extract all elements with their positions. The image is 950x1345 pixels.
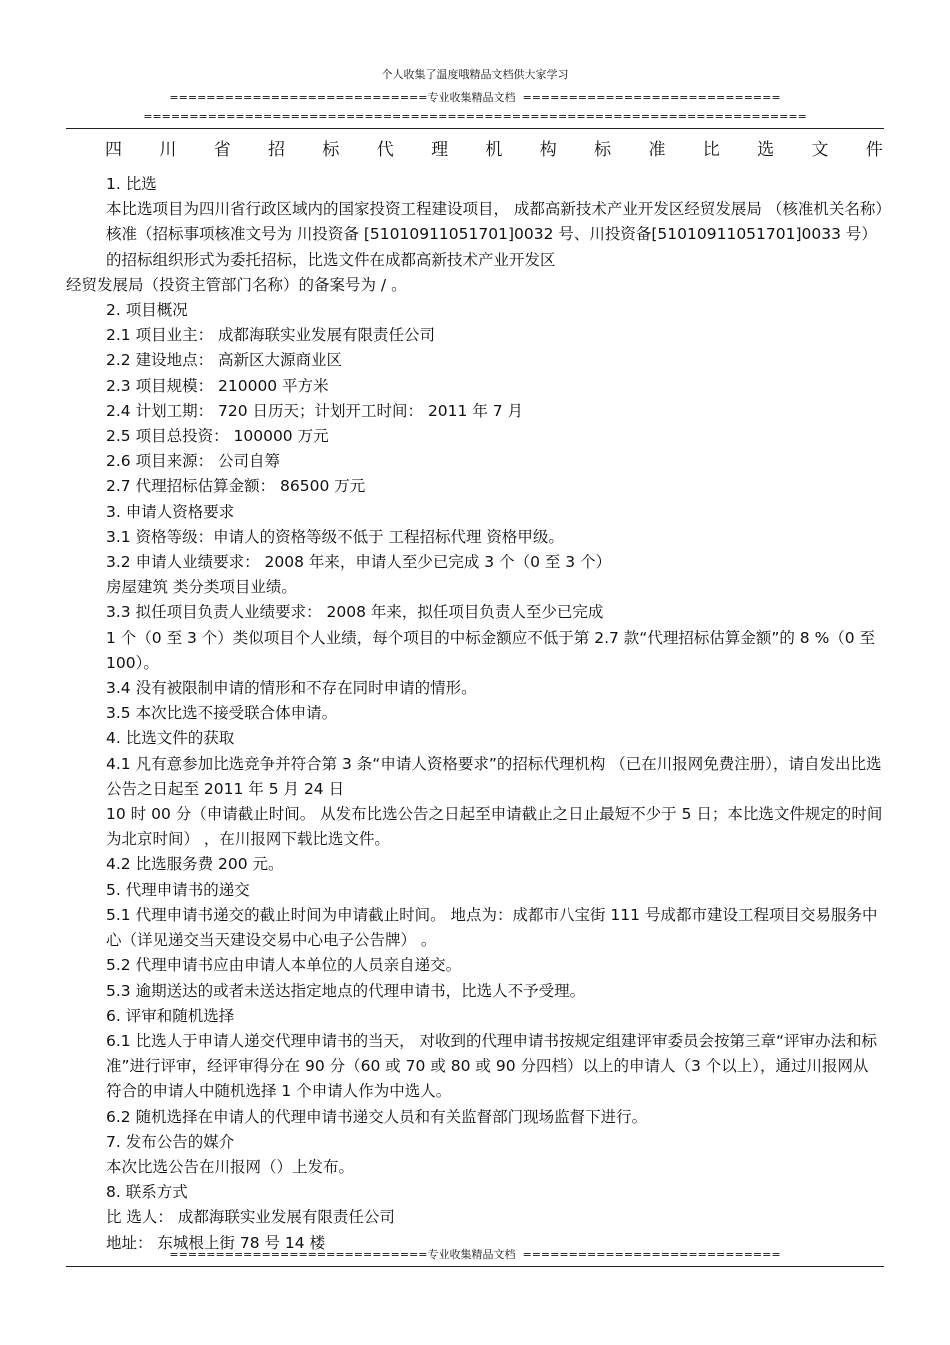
paragraph: 2.2 建设地点： 高新区大源商业区 xyxy=(106,351,343,370)
paragraph: 1 个（0 至 3 个）类似项目个人业绩，每个项目的中标金额应不低于第 2.7 款“代理招标估算金额”的 8 %（0 至 100）。 xyxy=(106,628,876,672)
paragraph: 本次比选公告在川报网（）上发布。 xyxy=(106,1157,355,1176)
title-char: 比 xyxy=(702,140,720,160)
title-char: 代 xyxy=(376,140,394,160)
title-char: 标 xyxy=(322,140,340,160)
header-note: 个人收集了温度哦精品文档供大家学习 xyxy=(381,68,569,81)
paragraph: 地址： 东城根上街 78 号 14 楼 xyxy=(106,1233,326,1252)
paragraph: 2.6 项目来源： 公司自筹 xyxy=(106,452,281,471)
title-char: 标 xyxy=(594,140,612,160)
title-char: 文 xyxy=(811,140,829,160)
paragraph: 2.7 代理招标估算金额： 86500 万元 xyxy=(106,477,366,496)
title-char: 构 xyxy=(539,140,557,160)
paragraph: 4.2 比选服务费 200 元。 xyxy=(106,855,284,874)
title-char: 理 xyxy=(431,140,449,160)
title-char: 川 xyxy=(159,140,177,160)
paragraph: 3.3 拟任项目负责人业绩要求： 2008 年来，拟任项目负责人至少已完成 xyxy=(106,603,604,622)
paragraph: 7. 发布公告的媒介 xyxy=(106,1132,235,1151)
paragraph: 本比选项目为四川省行政区域内的国家投资工程建设项目， 成都高新技术产业开发区经贸发展局 （核准机关名称）核准（招标事项核准文号为 川投资备 [51010911051701]0032 号、川投资备[51010911051701]0033 号）的招标组织形式为委托招标，比选文件在成都高新技术产业开发区 xyxy=(106,200,884,269)
paragraph: 6. 评审和随机选择 xyxy=(106,1006,235,1025)
paragraph: 10 时 00 分（申请截止时间。 从发布比选公告之日起至申请截止之日止最短不少于 5 日；本比选文件规定的时间为北京时间） ，在川报网下载比选文件。 xyxy=(106,805,883,849)
paragraph: 3.2 申请人业绩要求： 2008 年来，申请人至少已完成 3 个（0 至 3 个） xyxy=(106,553,612,572)
document-title xyxy=(105,138,883,162)
paragraph: 2.4 计划工期： 720 日历天；计划开工时间： 2011 年 7 月 xyxy=(106,401,524,420)
title-char: 件 xyxy=(865,140,883,160)
paragraph: 3.4 没有被限制申请的情形和不存在同时申请的情形。 xyxy=(106,679,477,698)
paragraph: 5.2 代理申请书应由申请人本单位的人员亲自递交。 xyxy=(106,956,462,975)
paragraph: 6.2 随机选择在申请人的代理申请书递交人员和有关监督部门现场监督下进行。 xyxy=(106,1107,648,1126)
paragraph: 4. 比选文件的获取 xyxy=(106,729,235,748)
title-char: 省 xyxy=(213,140,231,160)
paragraph: 5.1 代理申请书递交的截止时间为申请截止时间。 地点为：成都市八宝街 111 号成都市建设工程项目交易服务中心（详见递交当天建设交易中心电子公告牌） 。 xyxy=(106,905,878,950)
paragraph: 3. 申请人资格要求 xyxy=(106,502,235,521)
paragraph: 4.1 凡有意参加比选竞争并符合第 3 条“申请人资格要求”的招标代理机构 （已在川报网免费注册），请自发出比选公告之日起至 2011 年 5 月 24 日 xyxy=(106,754,882,798)
title-char: 选 xyxy=(757,140,775,160)
paragraph: 经贸发展局（投资主管部门名称）的备案号为 / 。 xyxy=(66,275,407,294)
header-banner: ============================专业收集精品文档 ============================ xyxy=(169,91,781,104)
paragraph: 2.1 项目业主： 成都海联实业发展有限责任公司 xyxy=(106,326,436,345)
paragraph: 3.1 资格等级：申请人的资格等级不低于 工程招标代理 资格甲级。 xyxy=(106,527,564,546)
paragraph: 2.5 项目总投资： 100000 万元 xyxy=(106,427,329,446)
title-char: 准 xyxy=(648,140,666,160)
paragraph: 1. 比选 xyxy=(106,175,157,193)
paragraph: 房屋建筑 类分类项目业绩。 xyxy=(106,578,297,597)
paragraph: 比 选人： 成都海联实业发展有限责任公司 xyxy=(106,1208,395,1227)
header-rule xyxy=(66,128,884,129)
paragraph: 5.3 逾期送达的或者未送达指定地点的代理申请书，比选人不予受理。 xyxy=(106,981,586,1000)
title-char: 四 xyxy=(105,140,122,160)
title-char: 机 xyxy=(485,140,503,160)
paragraph: 6.1 比选人于申请人递交代理申请书的当天， 对收到的代理申请书按规定组建评审委员会按第三章“评审办法和标准”进行评审，经评审得分在 90 分（60 或 70 或 80 或 90 分四档）以上的申请人（3 个以上），通过川报网从符合的申请人中随机选择 1 个申请人作为中选人。 xyxy=(106,1031,878,1101)
footer-rule xyxy=(66,1266,884,1267)
title-char: 招 xyxy=(268,140,286,160)
paragraph: 5. 代理申请书的递交 xyxy=(106,880,250,899)
footer-banner: ============================专业收集精品文档 ============================ xyxy=(169,1248,781,1261)
paragraph: 2.3 项目规模： 210000 平方米 xyxy=(106,376,329,395)
paragraph: 3.5 本次比选不接受联合体申请。 xyxy=(106,704,338,723)
header-separator: ======================================================================== xyxy=(143,110,807,123)
paragraph: 2. 项目概况 xyxy=(106,301,188,320)
paragraph: 8. 联系方式 xyxy=(106,1183,188,1202)
document-body xyxy=(66,172,884,1256)
